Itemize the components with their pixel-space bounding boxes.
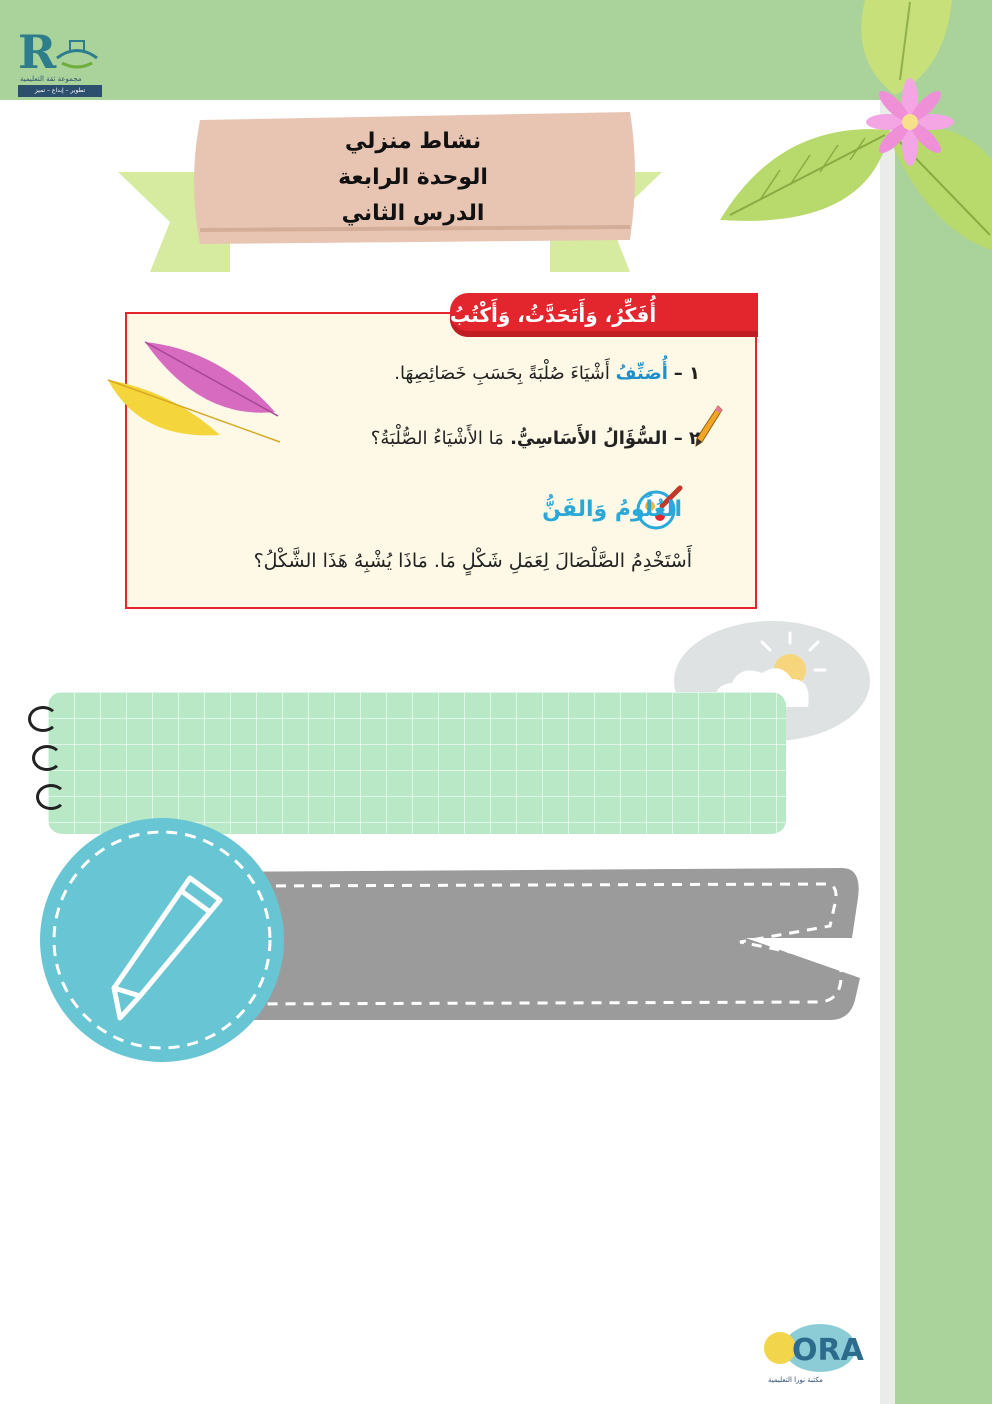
pencil-badge-icon bbox=[40, 818, 284, 1062]
title-line-activity: نشاط منزلي bbox=[344, 128, 482, 154]
activity-box-top-border bbox=[125, 312, 455, 314]
logo-letter: R bbox=[18, 25, 57, 79]
binder-ring bbox=[32, 745, 62, 771]
question-1-verb: أُصَنِّفُ bbox=[615, 363, 668, 384]
section-text-clay: أَسْتَخْدِمُ الصَّلْصَالَ لِعَمَلِ شَكْلٍ مَا. مَاذَا يُشْبِهُ هَذَا الشَّكْلُ؟ bbox=[253, 550, 692, 572]
footer-logo bbox=[758, 1312, 880, 1390]
binder-ring bbox=[28, 706, 58, 732]
logo-tagline-bar bbox=[18, 85, 102, 97]
question-1-number: ١ – bbox=[673, 363, 700, 384]
title-line-lesson: الدرس الثاني bbox=[341, 200, 485, 226]
logo-caption: مجموعة ثقة التعليمية bbox=[20, 75, 82, 83]
question-2-label: السُّؤَالُ الأَسَاسِيُّ. bbox=[510, 428, 668, 449]
svg-text:ORA: ORA bbox=[792, 1333, 864, 1368]
question-2-number: ٢ – bbox=[673, 428, 700, 449]
leaves-flower-decoration bbox=[700, 0, 992, 300]
activity-tab-title bbox=[450, 293, 758, 337]
question-1 bbox=[394, 363, 700, 384]
question-2-text: مَا الأَشْيَاءُ الصُّلْبَةُ؟ bbox=[370, 428, 504, 449]
question-1-text: أَشْيَاءَ صُلْبَةً بِحَسَبِ خَصَائِصِهَا. bbox=[394, 363, 610, 384]
publisher-logo bbox=[18, 25, 102, 103]
activity-tab-label: أُفَكِّرُ، وَأَتَحَدَّثُ، وَأَكْتُبُ bbox=[450, 303, 657, 327]
question-2 bbox=[371, 428, 700, 449]
feathers-decoration bbox=[100, 330, 285, 450]
footer-logo-caption: مكتبة نورا التعليمية bbox=[768, 1376, 823, 1384]
binder-ring bbox=[36, 784, 66, 810]
section-title-science-art: العُلُومُ وَالفَنُّ bbox=[542, 497, 682, 522]
open-book-icon bbox=[52, 33, 102, 73]
logo-tagline: تطوير – إبداع – تميز bbox=[34, 87, 86, 94]
title-line-unit: الوحدة الرابعة bbox=[338, 164, 488, 190]
answer-grid-card bbox=[48, 692, 786, 834]
page-title bbox=[190, 115, 636, 240]
answer-ribbon bbox=[200, 868, 860, 1020]
